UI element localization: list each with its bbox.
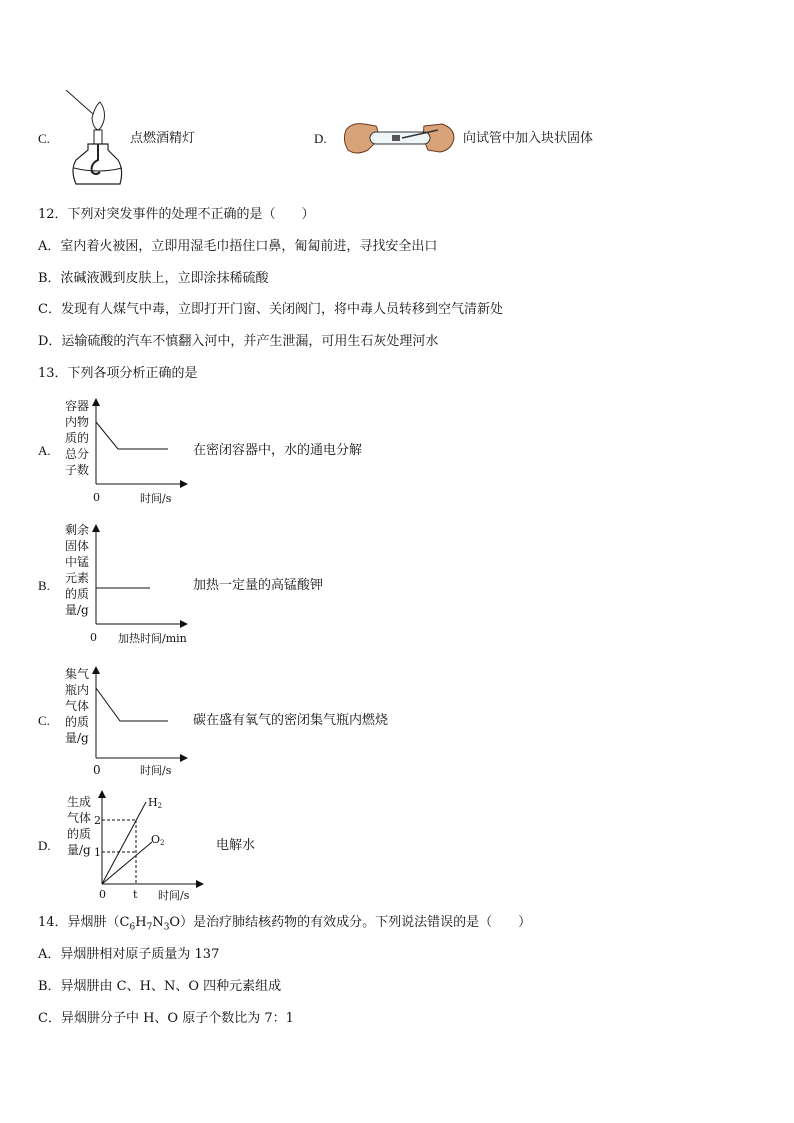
graph-b-xlabel: 加热时间/min <box>118 632 187 645</box>
question-14-stem <box>38 915 531 936</box>
question-12-option-c: C．发现有人煤气中毒，立即打开门窗、关闭阀门，将中毒人员转移到空气清新处 <box>38 302 503 317</box>
graph-b-origin: 0 <box>90 631 97 644</box>
graph-c-ylabel-line: 集气 <box>65 667 90 681</box>
graph-c-ylabel-line: 瓶内 <box>65 683 90 697</box>
graph-d-ylabel-line: 气体 <box>67 811 92 825</box>
option-c-letter: C. <box>38 131 50 146</box>
graph-c <box>60 662 200 780</box>
graph-b-ylabel-line: 元素 <box>65 571 90 585</box>
graph-b-description: 加热一定量的高锰酸钾 <box>193 578 324 593</box>
graph-c-origin: 0 <box>93 763 101 777</box>
graph-c-xlabel: 时间/s <box>140 764 172 777</box>
graph-d-letter: D. <box>38 838 51 853</box>
graph-d <box>60 786 212 904</box>
graph-d-description: 电解水 <box>216 838 256 853</box>
graph-d-h2-label: H2 <box>148 796 163 810</box>
graph-b-ylabel-line: 剩余 <box>65 523 90 537</box>
graph-c-ylabel-line: 量/g <box>65 731 89 745</box>
graph-b-ylabel-line: 的质 <box>65 587 90 601</box>
option-d-text: 向试管中加入块状固体 <box>463 131 594 146</box>
option-d-letter: D. <box>314 131 327 146</box>
formula-sub: 6 <box>129 922 136 933</box>
question-14-option-c: C．异烟肼分子中 H、O 原子个数比为 7：1 <box>38 1011 294 1026</box>
question-14-stem-post: O）是治疗肺结核药物的有效成分。下列说法错误的是（ ） <box>169 915 532 930</box>
graph-c-description: 碳在盛有氧气的密闭集气瓶内燃烧 <box>193 713 389 728</box>
question-14-option-a: A．异烟肼相对原子质量为 137 <box>38 947 220 962</box>
question-12-option-d: D．运输硫酸的汽车不慎翻入河中，并产生泄漏，可用生石灰处理河水 <box>38 334 439 349</box>
graph-d-ylabel-line: 的质 <box>67 827 92 841</box>
graph-a-line <box>96 422 168 449</box>
graph-c-ylabel-line: 的质 <box>65 715 90 729</box>
graph-c-letter: C. <box>38 713 50 728</box>
graph-b <box>60 518 200 646</box>
graph-c-line <box>96 688 168 721</box>
graph-a-ylabel-line: 子数 <box>65 463 90 477</box>
graph-b-ylabel-line: 固体 <box>65 539 90 553</box>
question-12-stem: 12．下列对突发事件的处理不正确的是（ ） <box>38 207 315 222</box>
graph-b-ylabel-line: 量/g <box>65 603 89 617</box>
graph-d-ylabel-line: 量/g <box>67 843 91 857</box>
question-12-option-b: B．浓碱液溅到皮肤上，立即涂抹稀硫酸 <box>38 271 269 286</box>
graph-d-tick-2: 2 <box>94 814 101 827</box>
graph-a-ylabel-line: 内物 <box>65 415 90 429</box>
formula-part: H <box>135 915 147 930</box>
graph-d-tick-t: t <box>133 888 138 901</box>
graph-d-xlabel: 时间/s <box>158 889 190 902</box>
graph-d-origin: 0 <box>99 888 106 901</box>
graph-c-ylabel-line: 气体 <box>65 699 90 713</box>
graph-a-ylabel-line: 质的 <box>65 431 90 445</box>
graph-d-o2-line <box>102 842 152 884</box>
graph-d-o2-label: O2 <box>151 833 165 847</box>
alcohol-lamp-lighting-image <box>62 88 126 194</box>
graph-a <box>60 394 200 508</box>
graph-a-letter: A. <box>38 443 51 458</box>
graph-a-ylabel-line: 容器 <box>65 399 90 413</box>
graph-a-ylabel-line: 总分 <box>65 447 90 461</box>
graph-a-description: 在密闭容器中，水的通电分解 <box>193 443 363 458</box>
question-12-option-a: A．室内着火被困，立即用湿毛巾捂住口鼻，匍匐前进，寻找安全出口 <box>38 239 438 254</box>
formula-sub: 7 <box>146 922 153 933</box>
graph-d-h2-line <box>102 802 146 884</box>
graph-a-xlabel: 时间/s <box>140 492 172 505</box>
graph-a-origin: 0 <box>93 491 100 504</box>
graph-d-ylabel-line: 生成 <box>67 795 92 809</box>
question-14-stem-pre: 14．异烟肼（C <box>38 915 130 930</box>
graph-d-tick-1: 1 <box>94 846 101 859</box>
formula-part: N <box>152 915 164 930</box>
formula-sub: 3 <box>163 922 170 933</box>
test-tube-solid-image <box>342 116 458 162</box>
graph-a-ylabel <box>65 398 89 477</box>
option-c-text: 点燃酒精灯 <box>130 131 196 146</box>
question-13-stem: 13．下列各项分析正确的是 <box>38 366 198 381</box>
graph-b-ylabel-line: 中锰 <box>65 555 90 569</box>
question-14-option-b: B．异烟肼由 C、H、N、O 四种元素组成 <box>38 979 282 994</box>
graph-b-letter: B. <box>38 578 50 593</box>
